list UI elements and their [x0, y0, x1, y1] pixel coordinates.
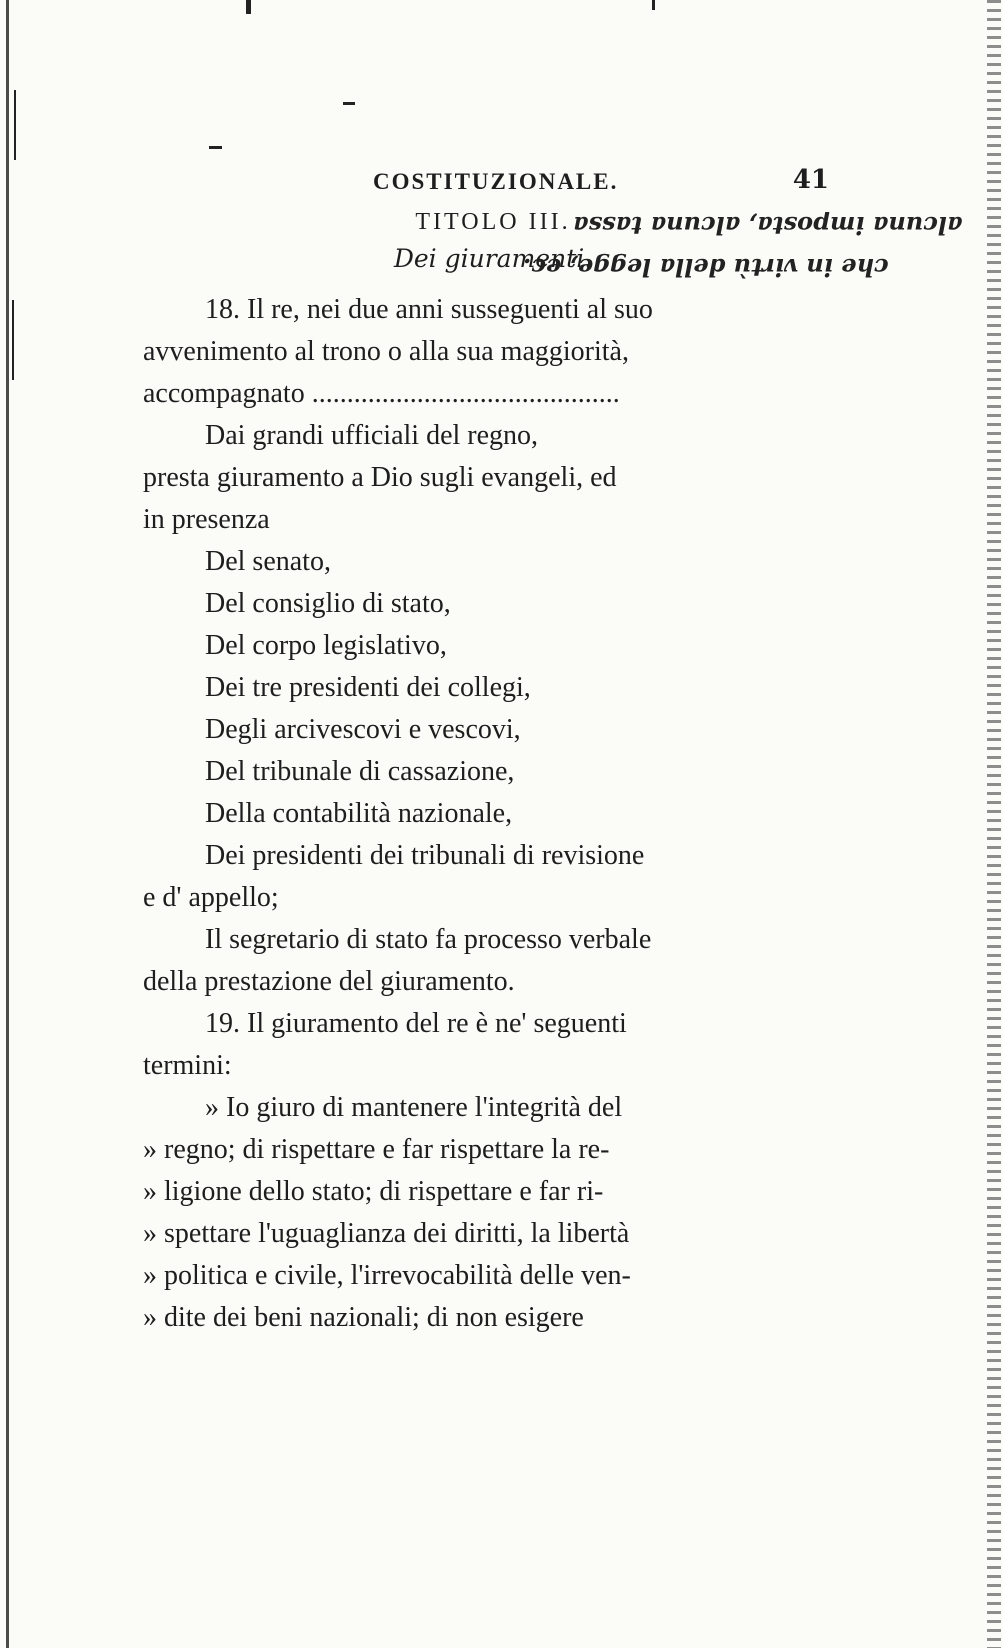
scan-mark	[652, 0, 655, 10]
scan-mark	[343, 102, 355, 105]
section-subtitle: Dei giuramenti.	[393, 244, 593, 273]
text-line: Dai grandi ufficiali del regno,	[205, 420, 539, 451]
scan-edge-left	[6, 0, 9, 1648]
text-line: Del tribunale di cassazione,	[205, 756, 515, 787]
running-head	[143, 165, 843, 205]
text-line: » politica e civile, l'irrevocabilità delle ven-	[143, 1260, 631, 1291]
text-line: Il segretario di stato fa processo verbale	[205, 924, 652, 955]
running-head-title: COSTITUZIONALE.	[373, 169, 619, 194]
text-line: » regno; di rispettare e far rispettare la re-	[143, 1134, 610, 1165]
text-line: e d' appello;	[143, 882, 279, 913]
text-line: Dei presidenti dei tribunali di revisione	[205, 840, 645, 871]
text-line: 18. Il re, nei due anni susseguenti al suo	[205, 294, 653, 325]
text-line: Del corpo legislativo,	[205, 630, 447, 661]
text-line: Del senato,	[205, 546, 331, 577]
text-line: » spettare l'uguaglianza dei diritti, la libertà	[143, 1218, 630, 1249]
body-text	[143, 289, 843, 1339]
text-line: termini:	[143, 1050, 232, 1081]
text-line: accompagnato ............................................	[143, 378, 620, 409]
text-line: Dei tre presidenti dei collegi,	[205, 672, 531, 703]
text-line: 19. Il giuramento del re è ne' seguenti	[205, 1008, 627, 1039]
section-title: TITOLO III.	[415, 209, 571, 235]
text-line: Degli arcivescovi e vescovi,	[205, 714, 521, 745]
text-line: in presenza	[143, 504, 270, 535]
text-line: della prestazione del giuramento.	[143, 966, 515, 997]
text-line: » dite dei beni nazionali; di non esigere	[143, 1302, 584, 1333]
text-line: avvenimento al trono o alla sua maggiorità,	[143, 336, 629, 367]
scan-mark	[12, 300, 14, 380]
scan-mark	[14, 90, 16, 160]
scan-mark	[209, 146, 222, 149]
text-line: Del consiglio di stato,	[205, 588, 451, 619]
bleed-through-text: alcuna imposta, alcuna tassa	[573, 211, 963, 240]
book-page	[143, 165, 963, 1339]
page-number: 41	[792, 165, 829, 195]
text-line: » ligione dello stato; di rispettare e far ri-	[143, 1176, 604, 1207]
scan-mark	[246, 0, 251, 14]
scan-edge-right	[987, 0, 1001, 1648]
text-line: presta giuramento a Dio sugli evangeli, ed	[143, 462, 617, 493]
bleed-through-text: che in virtù della legge, ec.	[523, 253, 889, 282]
text-line: Della contabilità nazionale,	[205, 798, 513, 829]
text-line: » Io giuro di mantenere l'integrità del	[205, 1092, 623, 1123]
